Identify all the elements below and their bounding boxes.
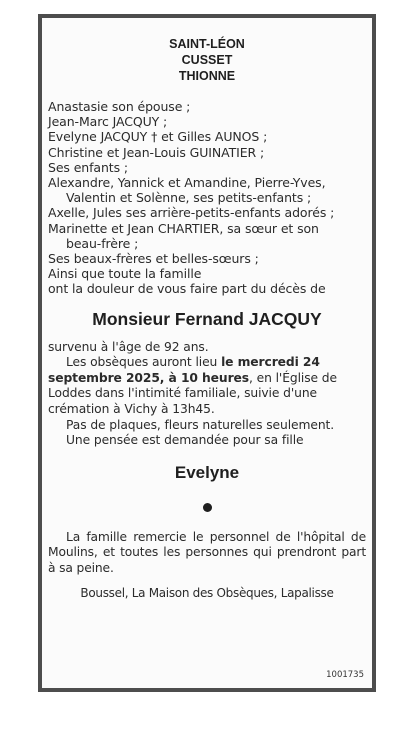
thought-line: Une pensée est demandée pour sa fille: [66, 433, 304, 448]
bullet-dot-icon: [203, 503, 212, 512]
obsequies-line-1: [48, 355, 366, 371]
obsequies-time: septembre 2025, à 10 heures: [48, 370, 250, 385]
obsequies-date: le mercredi 24: [221, 355, 320, 370]
obsequies-line-4: crémation à Vichy à 13h45.: [48, 402, 215, 417]
place-name: THIONNE: [178, 69, 236, 83]
family-line: Ses beaux-frères et belles-sœurs ;: [48, 251, 259, 267]
daughter-name: Evelyne: [174, 462, 240, 482]
place-name: CUSSET: [181, 53, 233, 67]
family-line: Jean-Marc JACQUY ;: [48, 114, 168, 130]
reference-number: 1001735: [326, 670, 364, 680]
family-line: beau-frère ;: [66, 235, 139, 251]
thanks-paragraph: La famille remercie le personnel de l'hôpital de Moulins, et toutes les personnes qui prendront part à sa peine.: [48, 529, 366, 575]
family-line: Evelyne JACQUY † et Gilles AUNOS ;: [48, 129, 268, 145]
family-line: Alexandre, Yannick et Amandine, Pierre-Yves,: [48, 175, 326, 191]
obsequies-line-3: Loddes dans l'intimité familiale, suivie d'une: [48, 386, 317, 401]
announcement-body: [48, 340, 366, 449]
obsequies-line-2: [48, 371, 366, 387]
family-list: [48, 99, 366, 297]
notice-content: [48, 18, 366, 688]
family-line: Ainsi que toute la famille: [48, 266, 202, 282]
no-flowers-line: Pas de plaques, fleurs naturelles seulement.: [66, 417, 335, 432]
obsequies-text: Les obsèques auront lieu: [66, 355, 222, 370]
place-name: SAINT-LÉON: [169, 37, 245, 51]
family-line: Christine et Jean-Louis GUINATIER ;: [48, 144, 265, 160]
family-line: Ses enfants ;: [48, 159, 129, 175]
funeral-home: Boussel, La Maison des Obsèques, Lapalisse: [80, 585, 334, 600]
family-line: Anastasie son épouse ;: [48, 99, 191, 114]
family-line: Valentin et Solènne, ses petits-enfants ;: [66, 190, 312, 206]
family-line: ont la douleur de vous faire part du décès de: [48, 281, 326, 297]
obsequies-text: , en l'Église de: [249, 370, 337, 385]
obituary-notice: [38, 14, 376, 692]
family-line: Axelle, Jules ses arrière-petits-enfants adorés ;: [48, 205, 335, 221]
family-line: Marinette et Jean CHARTIER, sa sœur et son: [48, 220, 319, 236]
age-line: survenu à l'âge de 92 ans.: [48, 339, 209, 354]
place-names: [48, 18, 366, 84]
deceased-name: Monsieur Fernand JACQUY: [92, 308, 322, 329]
